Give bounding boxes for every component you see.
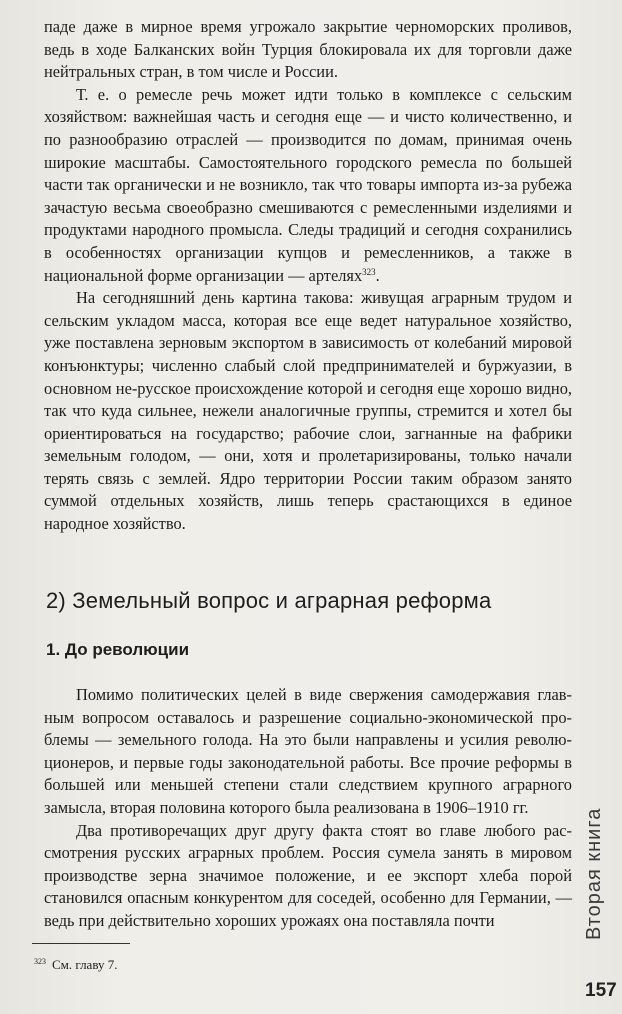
book-section-side-label: Вторая книга: [583, 807, 605, 940]
paragraph-continuation: паде даже в мирное время угрожало закрытие черноморских проливов, ведь в ходе Балканских войн Турция блокировала их для торговли даже нейтральных стран, в том числе и России.: [44, 17, 572, 82]
footnote-reference: 323: [362, 266, 376, 277]
paragraph-contradicting-facts: Два противоречащих друг другу факта стоят во главе любого рассмотрения русских аграрных проблем. Россия сумела занять в мировом производстве зерна значимое положение, и ее экспорт хлеба порой становился опасным конкурентом для соседей, особенно для Германии, — ведь при действительно хороших урожаях она поставляла почти: [44, 820, 572, 930]
body-text-bottom: [44, 684, 572, 933]
paragraph-current-picture: На сегодняшний день картина такова: живущая аграрным трудом и сельским укладом масса, которая все еще ведет натуральное хозяйство, уже поставлена зерновым экспортом в зависимость от колебаний мировой конъюнктуры; численно слабый слой предпринимателей и буржуазии, в основном не-русское происхождение которой и сегодня еще хорошо видно, так что куда сильнее, нежели аналогичные группы, стремится и хотел бы ориентироваться на государство; рабочие слои, загнанные на фабрики земельным голодом, — они, хотя и пролетаризированы, только начали терять связь с землей. Ядро территории России таким образом занято суммой отдельных хозяйств, лишь теперь срастающихся в единое народное хозяйство.: [44, 288, 572, 534]
paragraph-land-question: Помимо политических целей в виде свержения самодержавия главным вопросом оставалось и разрешение социально-экономической проблемы — земельного голода. На это были направлены и усилия революционеров, и первые годы законодательной работы. Все прочие реформы в большей или меньшей степени стали следствием крупного аграрного замысла, вторая половина которого была реализована в 1906–1910 гг.: [44, 685, 572, 817]
footnote-divider: [32, 943, 130, 944]
subsection-heading: 1. До революции: [46, 640, 190, 659]
footnote-text: См. главу 7.: [52, 957, 118, 972]
paragraph-crafts: Т. е. о ремесле речь может идти только в комплексе с сельским хозяйством: важнейшая часть и сегодня еще — и чисто количественно, и по разнообразию отраслей — производится по домам, принимая очень широкие масштабы. Самостоятельного городского ремесла по большей части так органически и не возникло, так что товары импорта из-за рубежа зачастую весьма своеобразно смешиваются с ремесленными изделиями и продуктами народного промысла. Следы традиций и сегодня сохранились в особенностях организации купцов и ремесленников, а также в национальной форме организации — артелях$^{323}$.: [44, 84, 572, 285]
page-number: 157: [585, 980, 617, 1001]
paragraph-crafts-text: Т. е. о ремесле речь может идти только в комплексе с сельским хозяйством: важнейшая часть и сегодня еще — и чисто количественно, и по разнообразию отраслей — производится по домам, принимая очень широкие масштабы. Самостоятельного городского ремесла по большей части так органически и не возникло, так что товары импорта из-за рубежа зачастую весьма своеобразно смешиваются с ремесленными изделиями и продуктами народного промысла. Следы традиций и сегодня сохранились в особенностях организации купцов и ремесленников, а также в национальной форме организации — артелях: [44, 84, 572, 285]
body-text-top: [44, 16, 572, 536]
section-heading: 2) Земельный вопрос и аграрная реформа: [46, 588, 492, 613]
footnote: [34, 954, 118, 973]
footnote-number: 323: [34, 957, 46, 966]
